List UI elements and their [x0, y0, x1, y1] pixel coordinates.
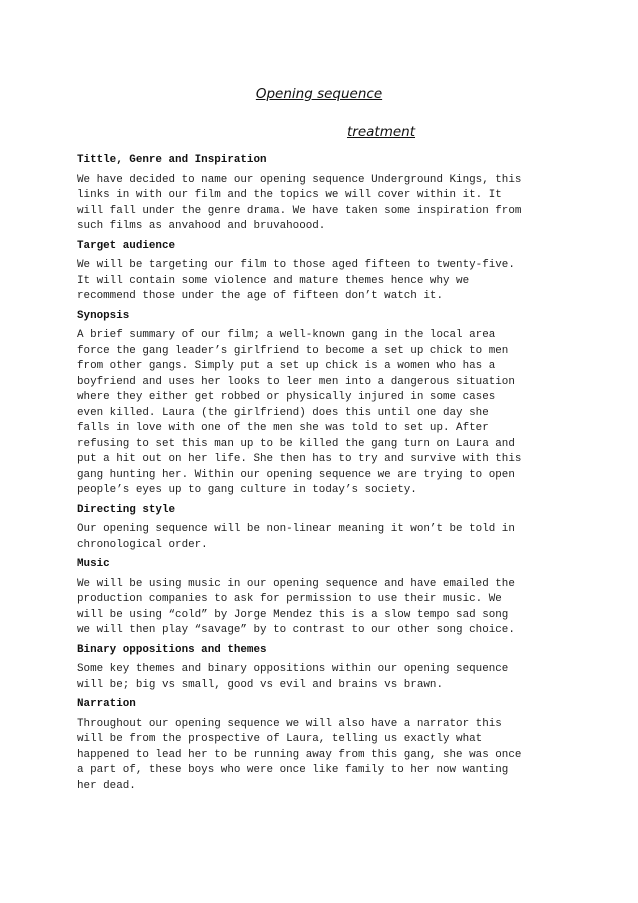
section-paragraph-target-audience [77, 258, 567, 305]
document-body [77, 153, 567, 798]
section-paragraph-narration [77, 717, 567, 795]
paragraph-line: We will be targeting our film to those aged fifteen to twenty-five. [77, 259, 515, 271]
section-heading-title-genre: Tittle, Genre and Inspiration [77, 154, 267, 166]
section-paragraph-music [77, 577, 567, 639]
paragraph-line: We will be using music in our opening sequence and have emailed the [77, 577, 515, 590]
paragraph-line: her dead. [77, 779, 136, 792]
paragraph-line: we will then play “savage” by to contrast to our other song choice. [77, 624, 515, 636]
section-paragraph-synopsis [77, 328, 567, 499]
paragraph-line: recommend those under the age of fifteen don’t watch it. [77, 290, 443, 302]
section-paragraph-directing-style [77, 522, 567, 553]
paragraph-line: production companies to ask for permission to use their music. We [77, 593, 502, 605]
paragraph-line: It will contain some violence and mature themes hence why we [77, 274, 470, 287]
section-heading-target-audience: Target audience [77, 239, 176, 252]
paragraph-line: links in with our film and the topics we will cover within it. It [77, 189, 502, 201]
document-title-line-1: Opening sequence [255, 86, 383, 102]
paragraph-line: will be from the prospective of Laura, telling us exactly what [77, 733, 483, 745]
paragraph-line: where they either get robbed or physically injured in some cases [77, 391, 496, 403]
section-heading-narration: Narration [77, 698, 136, 710]
paragraph-line: from other gangs. Simply put a set up chick is a women who has a [77, 360, 496, 372]
paragraph-line: happened to lead her to be running away from this gang, she was once [77, 748, 522, 761]
document-title-line-2: treatment [346, 124, 416, 140]
paragraph-line: We have decided to name our opening sequence Underground Kings, this [77, 173, 522, 186]
paragraph-line: will fall under the genre drama. We have taken some inspiration from [77, 204, 522, 217]
paragraph-line: Some key themes and binary oppositions within our opening sequence [77, 663, 509, 675]
section-paragraph-binary-oppositions [77, 662, 567, 693]
paragraph-line: refusing to set this man up to be killed the gang turn on Laura and [77, 437, 515, 450]
paragraph-line: will be using “cold” by Jorge Mendez this is a slow tempo sad song [77, 608, 509, 621]
paragraph-line: Our opening sequence will be non-linear meaning it won’t be told in [77, 523, 515, 535]
paragraph-line: boyfriend and uses her looks to leer men into a dangerous situation [77, 375, 515, 388]
section-paragraph-title-genre [77, 173, 567, 235]
section-heading-music: Music [77, 558, 110, 570]
section-heading-binary-oppositions: Binary oppositions and themes [77, 643, 267, 656]
paragraph-line: A brief summary of our film; a well-known gang in the local area [77, 329, 496, 341]
paragraph-line: people’s eyes up to gang culture in today’s society. [77, 484, 417, 496]
paragraph-line: a part of, these boys who were once like family to her now wanting [77, 764, 509, 776]
paragraph-line: force the gang leader’s girlfriend to become a set up chick to men [77, 344, 509, 357]
paragraph-line: such films as anvahood and bruvahoood. [77, 220, 326, 232]
section-heading-synopsis: Synopsis [77, 309, 130, 322]
paragraph-line: chronological order. [77, 538, 208, 551]
section-heading-directing-style: Directing style [77, 503, 176, 516]
paragraph-line: put a hit out on her life. She then has to try and survive with this [77, 453, 522, 465]
paragraph-line: gang hunting her. Within our opening sequence we are trying to open [77, 468, 515, 481]
paragraph-line: even killed. Laura (the girlfriend) does this until one day she [77, 406, 489, 419]
paragraph-line: falls in love with one of the men she was told to set up. After [77, 422, 489, 434]
paragraph-line: Throughout our opening sequence we will also have a narrator this [77, 717, 502, 730]
paragraph-line: will be; big vs small, good vs evil and brains vs brawn. [77, 678, 443, 691]
